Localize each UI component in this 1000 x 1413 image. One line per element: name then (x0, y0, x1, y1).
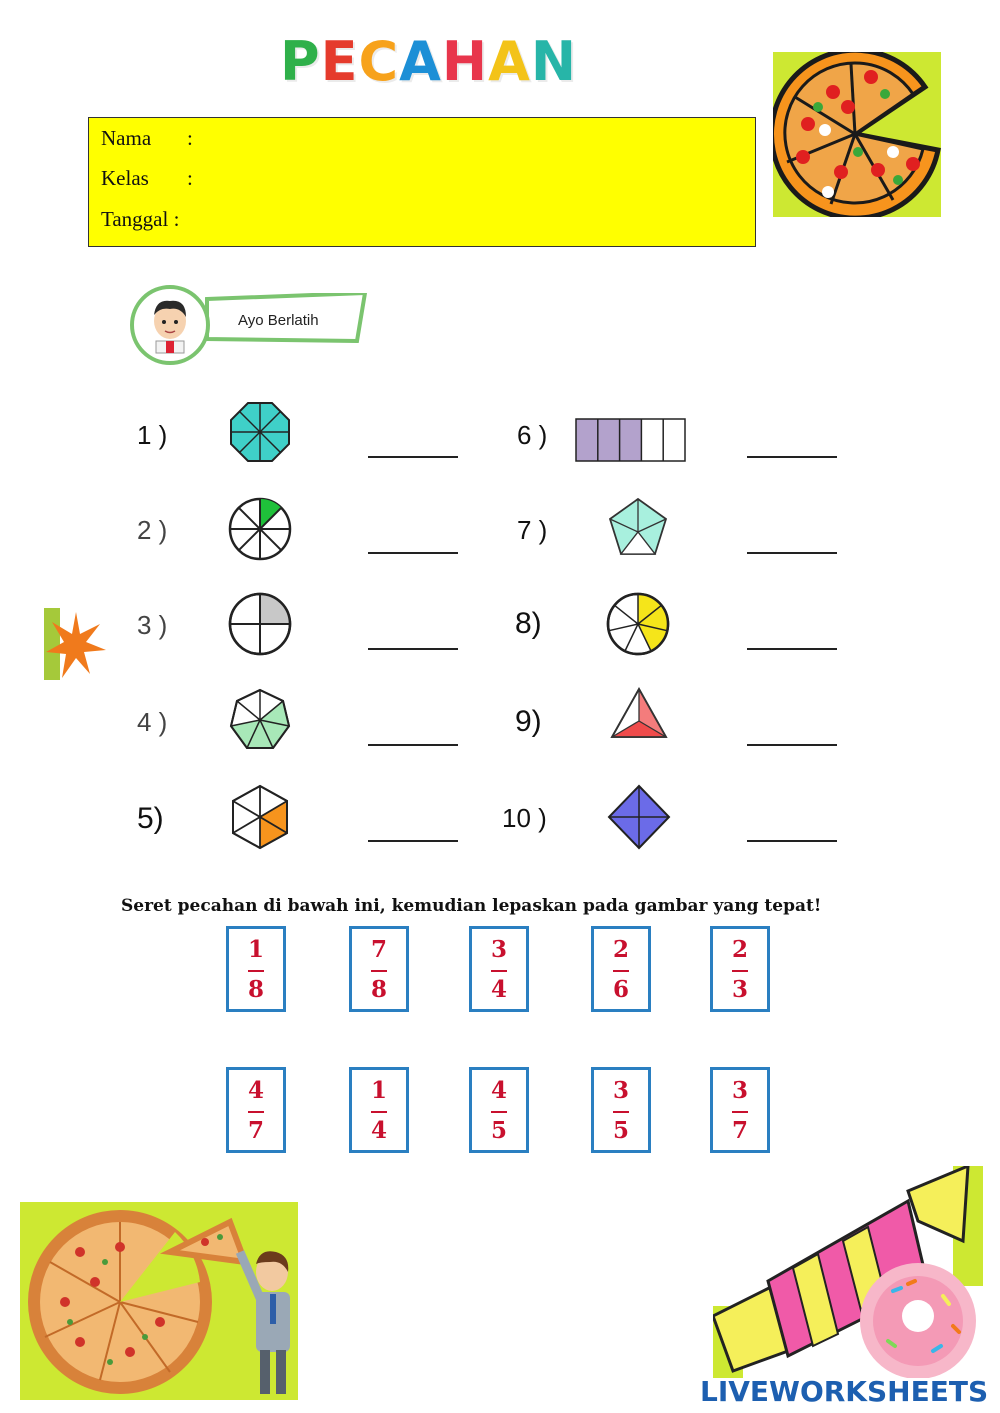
liveworksheets-watermark: LIVEWORKSHEETS (700, 1375, 989, 1408)
tanggal-row (101, 207, 179, 232)
answer-blank-5[interactable] (368, 840, 458, 842)
diamond-shape (607, 784, 671, 850)
title-letter-a2: A (488, 30, 531, 93)
fraction-card[interactable] (710, 926, 770, 1012)
fraction-card[interactable] (349, 1067, 409, 1153)
kelas-row (101, 166, 193, 191)
nama-colon: : (187, 126, 193, 150)
fraction-numerator: 1 (247, 936, 264, 963)
tanggal-label: Tanggal : (101, 207, 180, 231)
question-5-number: 5) (137, 802, 164, 835)
question-4-number: 4 ) (137, 707, 168, 737)
answer-blank-6[interactable] (747, 456, 837, 458)
fraction-card[interactable] (226, 1067, 286, 1153)
circle-sevenths-shape (606, 592, 670, 656)
fraction-denominator: 8 (370, 976, 387, 1003)
fraction-card[interactable] (591, 926, 651, 1012)
answer-blank-3[interactable] (368, 648, 458, 650)
question-7-number: 7 ) (517, 515, 548, 545)
answer-blank-4[interactable] (368, 744, 458, 746)
circle-eighths-shape (228, 497, 292, 561)
fraction-denominator: 4 (490, 976, 507, 1003)
candy-donut-illustration (713, 1166, 983, 1378)
question-3-number: 3 ) (137, 610, 168, 640)
student-info-box (88, 117, 756, 247)
question-6-number: 6 ) (517, 420, 548, 450)
fraction-card[interactable] (469, 926, 529, 1012)
title-letter-c: C (358, 30, 400, 93)
instruction-text: Seret pecahan di bawah ini, kemudian lepaskan pada gambar yang tepat! (121, 896, 822, 916)
fraction-denominator: 6 (612, 976, 629, 1003)
fraction-numerator: 3 (731, 1077, 748, 1104)
heptagon-shape (228, 688, 292, 752)
fraction-card[interactable] (226, 926, 286, 1012)
answer-blank-2[interactable] (368, 552, 458, 554)
student-avatar-icon (134, 289, 206, 361)
question-2-number: 2 ) (137, 515, 168, 545)
fraction-card[interactable] (349, 926, 409, 1012)
question-10-number: 10 ) (502, 803, 547, 833)
fraction-denominator: 3 (731, 976, 748, 1003)
title-letter-e: E (320, 30, 359, 93)
fraction-numerator: 7 (370, 936, 387, 963)
fraction-numerator: 3 (612, 1077, 629, 1104)
answer-blank-1[interactable] (368, 456, 458, 458)
fraction-numerator: 3 (490, 936, 507, 963)
fraction-denominator: 7 (247, 1117, 264, 1144)
hexagon-shape (229, 784, 291, 850)
fraction-denominator: 5 (612, 1117, 629, 1144)
student-avatar (130, 285, 210, 365)
fraction-card[interactable] (469, 1067, 529, 1153)
triangle-shape (610, 687, 668, 739)
question-1-number: 1 ) (137, 420, 168, 450)
kelas-label: Kelas (101, 166, 149, 190)
nama-row (101, 126, 193, 151)
nama-label: Nama (101, 126, 152, 150)
answer-blank-9[interactable] (747, 744, 837, 746)
fraction-numerator: 1 (370, 1077, 387, 1104)
fraction-numerator: 4 (247, 1077, 264, 1104)
octagon-shape-1 (229, 401, 291, 463)
pentagon-shape (607, 496, 669, 558)
title-letter-p: P (280, 30, 321, 93)
starburst-icon (44, 608, 106, 680)
fraction-card[interactable] (710, 1067, 770, 1153)
pizza-man-illustration (20, 1202, 298, 1400)
fraction-numerator: 2 (731, 936, 748, 963)
fraction-denominator: 7 (731, 1117, 748, 1144)
answer-blank-8[interactable] (747, 648, 837, 650)
fraction-card[interactable] (591, 1067, 651, 1153)
fraction-numerator: 2 (612, 936, 629, 963)
pizza-slice-missing-image (773, 52, 941, 217)
fraction-denominator: 5 (490, 1117, 507, 1144)
fraction-denominator: 4 (370, 1117, 387, 1144)
fraction-numerator: 4 (490, 1077, 507, 1104)
title-letter-n: N (530, 30, 578, 93)
question-8-number: 8) (515, 607, 542, 640)
title-letter-h: H (441, 30, 489, 93)
question-9-number: 9) (515, 705, 542, 738)
fraction-denominator: 8 (247, 976, 264, 1003)
page-title (280, 30, 580, 94)
answer-blank-7[interactable] (747, 552, 837, 554)
bar-fifths-shape (575, 418, 686, 462)
badge-label: Ayo Berlatih (238, 312, 319, 329)
kelas-colon: : (187, 166, 193, 190)
answer-blank-10[interactable] (747, 840, 837, 842)
circle-quarters-shape (228, 592, 292, 656)
title-letter-a: A (399, 30, 442, 93)
